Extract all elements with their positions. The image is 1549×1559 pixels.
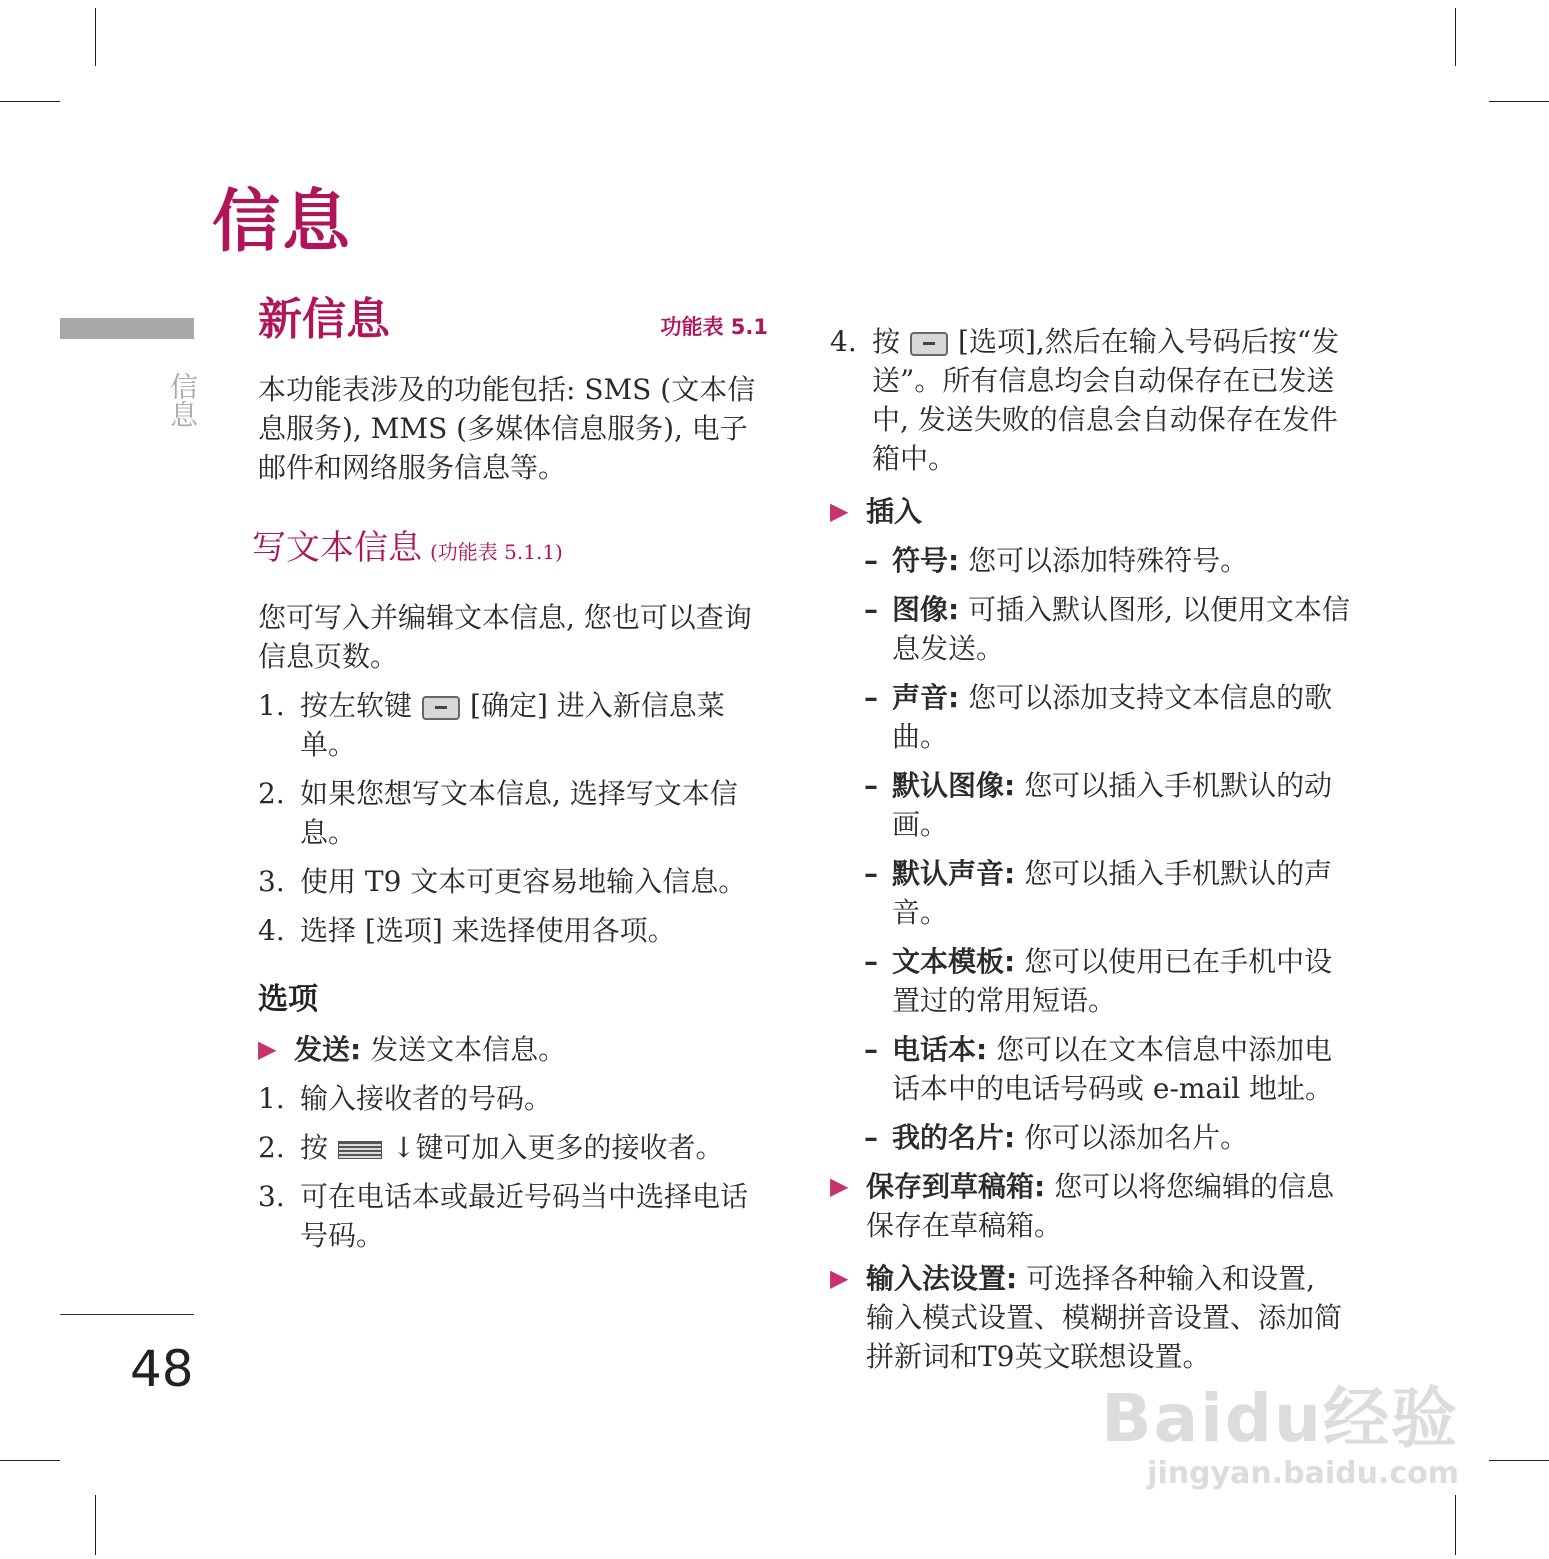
list-item — [258, 1030, 768, 1069]
insert-option-label: 符号: — [892, 544, 960, 577]
option-text — [866, 1259, 1350, 1376]
baidu-watermark — [1101, 1365, 1459, 1491]
watermark-logo: Baidu经验 — [1101, 1380, 1459, 1457]
insert-option — [892, 942, 1350, 1020]
page-number-rule — [60, 1314, 194, 1315]
list-item — [864, 1030, 1350, 1108]
insert-option-label: 默认声音: — [892, 857, 1016, 890]
list-item — [864, 766, 1350, 844]
insert-option-label: 我的名片: — [892, 1121, 1016, 1154]
step-text: 如果您想写文本信息, 选择写文本信息。 — [300, 777, 738, 849]
crop-mark — [1455, 1495, 1456, 1555]
section-header — [258, 294, 768, 360]
step-text-post: [确定] 进入新信息菜单。 — [300, 689, 725, 761]
list-item — [830, 322, 1350, 478]
insert-option-desc: 您可以插入手机默认的声音。 — [892, 857, 1333, 929]
option-label: 发送: — [294, 1033, 362, 1066]
soft-key-icon — [910, 332, 948, 356]
crop-mark — [95, 1495, 96, 1555]
list-item — [830, 1167, 1350, 1245]
menu-key-icon — [338, 1141, 382, 1159]
insert-option-desc: 您可以插入手机默认的动画。 — [892, 769, 1333, 841]
insert-option-desc: 您可以添加特殊符号。 — [959, 544, 1249, 577]
insert-option — [892, 541, 1350, 580]
insert-option — [892, 854, 1350, 932]
dash-bullet: – — [864, 544, 878, 577]
options-title: 选项 — [258, 982, 318, 1017]
crop-mark — [1489, 1460, 1549, 1461]
insert-option-desc: 可插入默认图形, 以便用文本信息发送。 — [892, 593, 1350, 665]
list-item — [258, 774, 768, 852]
crop-mark — [1489, 101, 1549, 102]
step-number: 1. — [258, 689, 285, 722]
option-label: 保存到草稿箱: — [866, 1170, 1046, 1203]
step-number: 3. — [258, 865, 285, 898]
insert-option-label: 声音: — [892, 681, 960, 714]
subsection-title: 写文本信息 — [252, 528, 422, 568]
list-item — [864, 1118, 1350, 1157]
dash-bullet: – — [864, 857, 878, 890]
insert-option — [892, 766, 1350, 844]
list-item — [830, 1259, 1350, 1376]
step-text-pre: 按 — [300, 1131, 329, 1164]
step-text-pre: 按左软键 — [300, 689, 413, 722]
list-item — [864, 678, 1350, 756]
option-label: 输入法设置: — [866, 1262, 1018, 1295]
step-number: 4. — [258, 914, 285, 947]
insert-option — [892, 678, 1350, 756]
insert-option-label: 图像: — [892, 593, 960, 626]
list-item — [830, 492, 1350, 531]
triangle-bullet-icon: ▶ — [830, 497, 849, 525]
list-item — [864, 942, 1350, 1020]
step-number: 2. — [258, 1131, 285, 1164]
dash-bullet: – — [864, 593, 878, 626]
list-item — [864, 541, 1350, 580]
step-text: 使用 T9 文本可更容易地输入信息。 — [300, 865, 747, 898]
step-text — [872, 322, 1350, 478]
insert-option — [892, 1030, 1350, 1108]
step-text: 输入接收者的号码。 — [300, 1082, 553, 1115]
right-column — [830, 322, 1350, 1386]
subsection-menu-ref: (功能表 5.1.1) — [430, 540, 563, 564]
triangle-bullet-icon: ▶ — [830, 1172, 849, 1200]
insert-option-label: 电话本: — [892, 1033, 988, 1066]
step-number: 1. — [258, 1082, 285, 1115]
option-text — [866, 1167, 1350, 1245]
page-title: 信息 — [212, 183, 353, 262]
side-tab-label: 信息 — [166, 372, 199, 428]
watermark-url: jingyan.baidu.com — [1147, 1456, 1459, 1491]
list-item — [864, 590, 1350, 668]
insert-option-desc: 您可以在文本信息中添加电话本中的电话号码或 e-mail 地址。 — [892, 1033, 1333, 1105]
triangle-bullet-icon: ▶ — [258, 1035, 277, 1063]
left-column — [252, 294, 768, 1265]
insert-option-label: 默认图像: — [892, 769, 1016, 802]
insert-option-desc: 你可以添加名片。 — [1015, 1121, 1249, 1154]
insert-option — [892, 1118, 1350, 1157]
crop-mark — [0, 101, 60, 102]
list-item — [258, 1079, 768, 1118]
list-item — [258, 686, 768, 764]
crop-mark — [1455, 8, 1456, 66]
insert-options-list — [864, 541, 1350, 1157]
step-text — [300, 686, 768, 764]
step-text-pre: 按 — [872, 325, 901, 358]
dash-bullet: – — [864, 1033, 878, 1066]
dash-bullet: – — [864, 681, 878, 714]
list-item — [258, 1128, 768, 1167]
soft-key-icon — [422, 696, 460, 720]
subsection-intro: 您可写入并编辑文本信息, 您也可以查询信息页数。 — [258, 601, 752, 673]
step-number: 3. — [258, 1180, 285, 1213]
insert-option-label: 文本模板: — [892, 945, 1016, 978]
dash-bullet: – — [864, 945, 878, 978]
step-number: 4. — [830, 325, 857, 358]
subsection-header — [252, 529, 768, 572]
section-intro: 本功能表涉及的功能包括: SMS (文本信息服务), MMS (多媒体信息服务), 电子邮件和网络服务信息等。 — [258, 373, 756, 484]
insert-option-desc: 您可以添加支持文本信息的歌曲。 — [892, 681, 1333, 753]
option-desc: 您可以将您编辑的信息保存在草稿箱。 — [866, 1170, 1335, 1242]
list-item — [258, 911, 768, 950]
dash-bullet: – — [864, 769, 878, 802]
dash-bullet: – — [864, 1121, 878, 1154]
step-text-post: ↓键可加入更多的接收者。 — [392, 1131, 724, 1164]
step-text: 选择 [选项] 来选择使用各项。 — [300, 914, 676, 947]
send-steps-list — [258, 1079, 768, 1255]
list-item — [258, 862, 768, 901]
triangle-bullet-icon: ▶ — [830, 1264, 849, 1292]
step-text: 可在电话本或最近号码当中选择电话号码。 — [300, 1180, 749, 1252]
step-text-post: [选项],然后在输入号码后按“发送”。所有信息均会自动保存在已发送中, 发送失败的信息会自动保存在发件箱中。 — [872, 325, 1340, 475]
section-menu-ref: 功能表 5.1 — [660, 315, 768, 339]
page-number: 48 — [130, 1340, 194, 1398]
side-tab-bar — [60, 318, 194, 339]
insert-label: 插入 — [866, 495, 923, 528]
steps-list — [258, 686, 768, 950]
option-text — [294, 1030, 768, 1069]
section-title: 新信息 — [258, 294, 390, 345]
step-text — [300, 1128, 768, 1167]
insert-option-desc: 您可以使用已在手机中设置过的常用短语。 — [892, 945, 1333, 1017]
crop-mark — [95, 8, 96, 66]
insert-option — [892, 590, 1350, 668]
list-item — [258, 1177, 768, 1255]
option-desc: 发送文本信息。 — [361, 1033, 567, 1066]
option-desc: 可选择各种输入和设置, 输入模式设置、模糊拼音设置、添加简拼新词和T9英文联想设置。 — [866, 1262, 1343, 1373]
step-number: 2. — [258, 777, 285, 810]
crop-mark — [0, 1460, 60, 1461]
list-item — [864, 854, 1350, 932]
